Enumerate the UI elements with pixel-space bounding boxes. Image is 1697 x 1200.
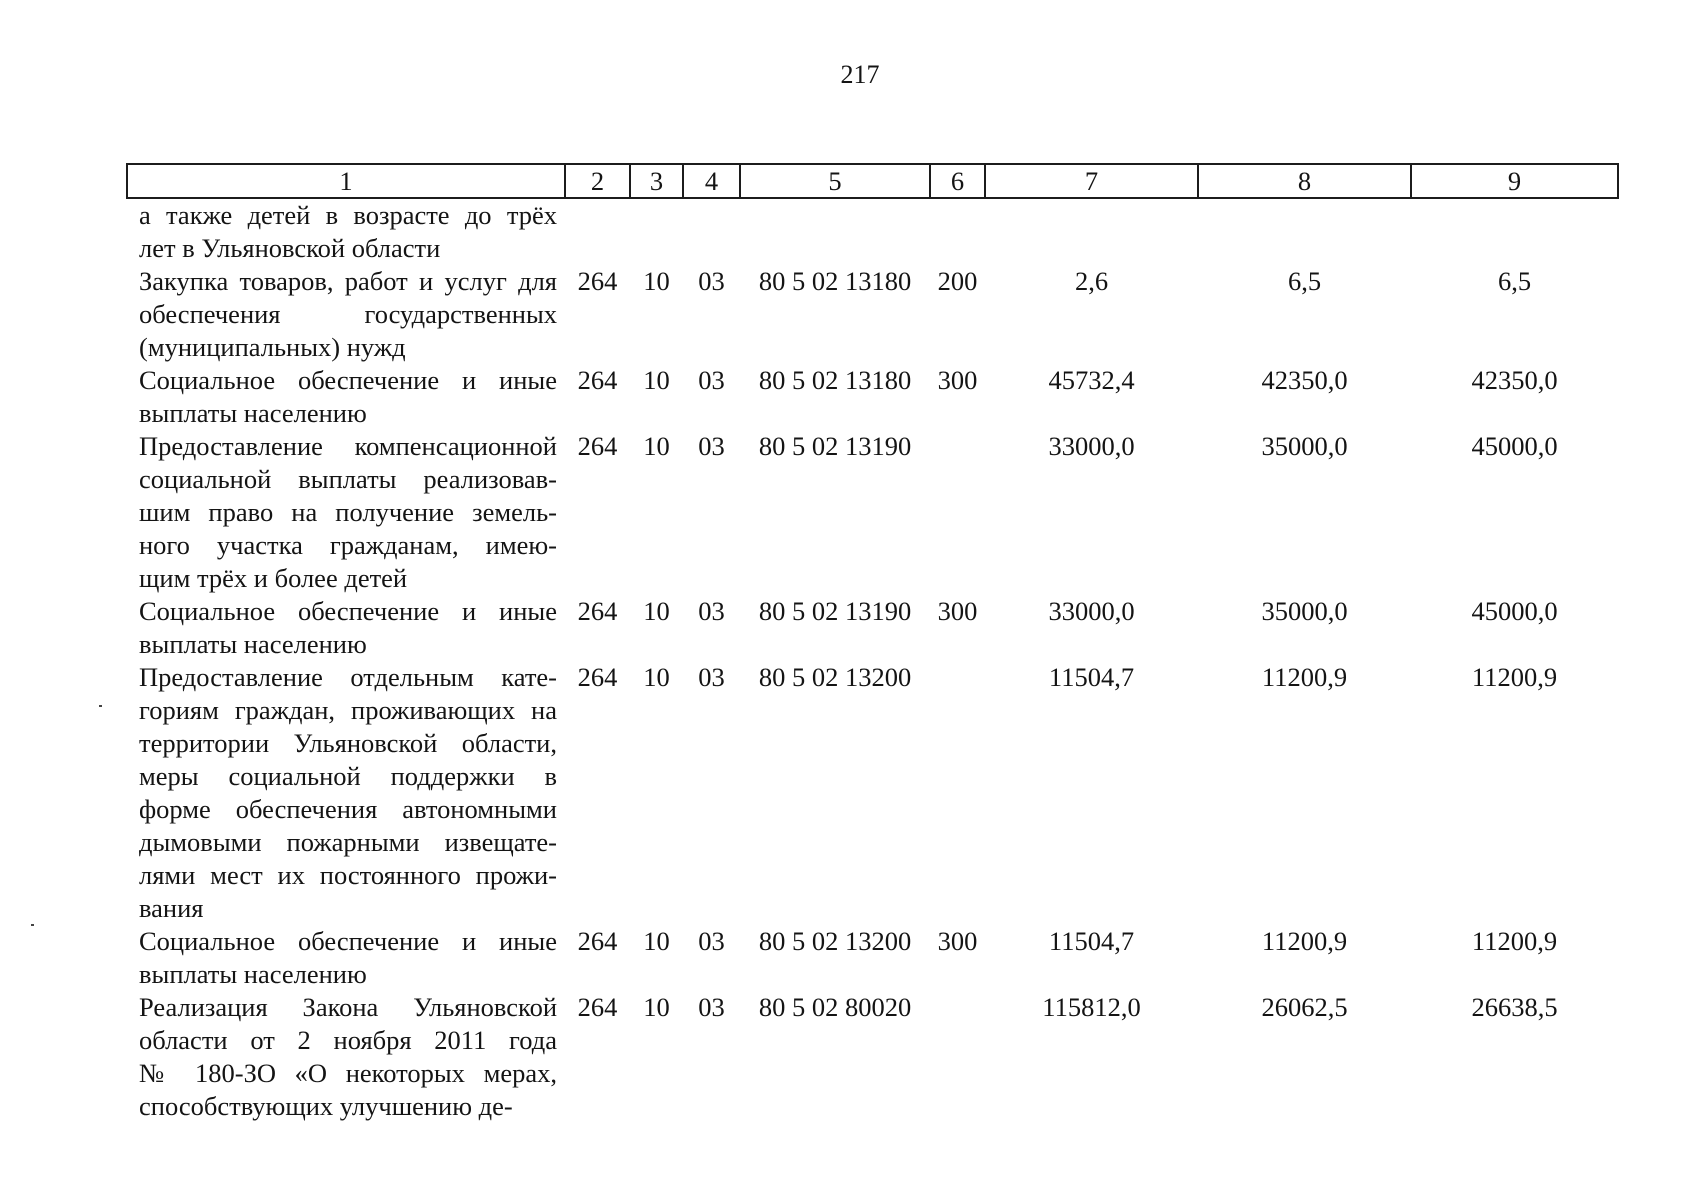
item-name-line: щим трёх и более детей (139, 563, 408, 593)
target-article-cell (740, 198, 930, 265)
item-name-line: Социальное обеспечение и иные (139, 596, 557, 626)
item-name-line: выплаты населению (139, 629, 367, 659)
table-row (127, 991, 1618, 1123)
budget-table (126, 163, 1619, 1123)
table-row (127, 198, 1618, 265)
item-name-line: территории Ульяновской области, (139, 728, 557, 758)
amount-col8-cell: 11200,9 (1261, 926, 1348, 956)
amount-col9-cell: 42350,0 (1471, 365, 1558, 395)
expense-type-cell (930, 661, 985, 925)
column-header: 6 (930, 164, 985, 198)
amount-col9-cell: 11200,9 (1471, 926, 1558, 956)
expense-type-cell (930, 430, 985, 595)
column-header: 9 (1411, 164, 1618, 198)
item-name-line: вания (139, 893, 204, 923)
amount-col7-cell: 45732,4 (1048, 365, 1135, 395)
amount-col8-cell: 42350,0 (1261, 365, 1348, 395)
budget-code-cell: 264 (577, 365, 618, 395)
item-name-cell (127, 364, 565, 430)
subsection-cell: 03 (698, 992, 725, 1022)
section-cell: 10 (643, 992, 670, 1022)
column-header: 5 (740, 164, 930, 198)
item-name-cell (127, 265, 565, 364)
table-row (127, 364, 1618, 430)
amount-col7-cell (985, 198, 1198, 265)
item-name-line: Социальное обеспечение и иные (139, 926, 557, 956)
budget-code-cell: 264 (577, 266, 618, 296)
subsection-cell: 03 (698, 431, 725, 461)
budget-code-cell: 264 (577, 431, 618, 461)
item-name-cell (127, 198, 565, 265)
target-article-cell: 80 5 02 13190 (758, 596, 912, 626)
target-article-cell: 80 5 02 13180 (758, 266, 912, 296)
target-article-cell: 80 5 02 13190 (758, 431, 912, 461)
item-name-line: области от 2 ноября 2011 года (139, 1025, 557, 1055)
subsection-cell: 03 (698, 596, 725, 626)
amount-col8-cell: 6,5 (1287, 266, 1322, 296)
section-cell: 10 (643, 431, 670, 461)
scan-speck (31, 924, 34, 926)
item-name-line: меры социальной поддержки в (139, 761, 557, 791)
column-header: 1 (127, 164, 565, 198)
item-name-line: выплаты населению (139, 959, 367, 989)
expense-type-cell (930, 991, 985, 1123)
amount-col8-cell: 26062,5 (1261, 992, 1348, 1022)
item-name-line: социальной выплаты реализовав- (139, 464, 557, 494)
amount-col7-cell: 33000,0 (1048, 596, 1135, 626)
expense-type-cell: 300 (937, 365, 978, 395)
amount-col8-cell: 35000,0 (1261, 431, 1348, 461)
amount-col7-cell: 33000,0 (1048, 431, 1135, 461)
item-name-line: № 180-ЗО «О некоторых мерах, (139, 1058, 557, 1088)
expense-type-cell (930, 198, 985, 265)
target-article-cell: 80 5 02 13200 (758, 926, 912, 956)
amount-col7-cell: 115812,0 (1042, 992, 1141, 1022)
target-article-cell: 80 5 02 13180 (758, 365, 912, 395)
expense-type-cell: 300 (937, 926, 978, 956)
subsection-cell: 03 (698, 266, 725, 296)
item-name-line: гориям граждан, проживающих на (139, 695, 557, 725)
item-name-line: лями мест их постоянного прожи- (139, 860, 557, 890)
column-header: 7 (985, 164, 1198, 198)
subsection-cell (683, 198, 740, 265)
item-name-line: Реализация Закона Ульяновской (139, 992, 557, 1022)
item-name-line: обеспечения государственных (139, 299, 557, 329)
section-cell: 10 (643, 266, 670, 296)
subsection-cell: 03 (698, 926, 725, 956)
amount-col8-cell: 11200,9 (1261, 662, 1348, 692)
item-name-line: форме обеспечения автономными (139, 794, 557, 824)
table-header-row (127, 164, 1618, 198)
item-name-line: а также детей в возрасте до трёх (139, 200, 557, 230)
target-article-cell: 80 5 02 13200 (758, 662, 912, 692)
section-cell: 10 (643, 365, 670, 395)
item-name-line: Социальное обеспечение и иные (139, 365, 557, 395)
item-name-line: ного участка гражданам, имею- (139, 530, 557, 560)
budget-code-cell: 264 (577, 926, 618, 956)
table-body (127, 198, 1618, 1123)
table-row (127, 430, 1618, 595)
section-cell: 10 (643, 596, 670, 626)
section-cell: 10 (643, 662, 670, 692)
amount-col7-cell: 2,6 (1074, 266, 1109, 296)
column-header: 2 (565, 164, 630, 198)
amount-col7-cell: 11504,7 (1048, 662, 1135, 692)
expense-type-cell: 200 (937, 266, 978, 296)
section-cell: 10 (643, 926, 670, 956)
budget-code-cell (565, 198, 630, 265)
table-row (127, 595, 1618, 661)
amount-col8-cell: 35000,0 (1261, 596, 1348, 626)
item-name-line: способствующих улучшению де- (139, 1091, 513, 1121)
column-header: 3 (630, 164, 683, 198)
table-row (127, 661, 1618, 925)
item-name-line: шим право на получение земель- (139, 497, 557, 527)
item-name-line: лет в Ульяновской области (139, 233, 441, 263)
item-name-line: Предоставление компенсационной (139, 431, 557, 461)
subsection-cell: 03 (698, 365, 725, 395)
item-name-cell (127, 430, 565, 595)
scan-speck (99, 705, 102, 707)
item-name-cell (127, 925, 565, 991)
table-row (127, 925, 1618, 991)
page-number: 217 (840, 60, 880, 89)
expense-type-cell: 300 (937, 596, 978, 626)
budget-code-cell: 264 (577, 596, 618, 626)
amount-col9-cell (1411, 198, 1618, 265)
amount-col9-cell: 6,5 (1497, 266, 1532, 296)
amount-col7-cell: 11504,7 (1048, 926, 1135, 956)
section-cell (630, 198, 683, 265)
item-name-cell (127, 661, 565, 925)
column-header: 8 (1198, 164, 1411, 198)
item-name-line: Закупка товаров, работ и услуг для (139, 266, 557, 296)
item-name-line: выплаты населению (139, 398, 367, 428)
item-name-cell (127, 595, 565, 661)
amount-col9-cell: 45000,0 (1471, 596, 1558, 626)
column-header: 4 (683, 164, 740, 198)
amount-col8-cell (1198, 198, 1411, 265)
subsection-cell: 03 (698, 662, 725, 692)
item-name-line: Предоставление отдельным кате- (139, 662, 557, 692)
item-name-line: дымовыми пожарными извещате- (139, 827, 557, 857)
target-article-cell: 80 5 02 80020 (758, 992, 912, 1022)
budget-code-cell: 264 (577, 992, 618, 1022)
item-name-cell (127, 991, 565, 1123)
amount-col9-cell: 26638,5 (1471, 992, 1558, 1022)
budget-code-cell: 264 (577, 662, 618, 692)
item-name-line: (муниципальных) нужд (139, 332, 406, 362)
amount-col9-cell: 45000,0 (1471, 431, 1558, 461)
table-row (127, 265, 1618, 364)
amount-col9-cell: 11200,9 (1471, 662, 1558, 692)
